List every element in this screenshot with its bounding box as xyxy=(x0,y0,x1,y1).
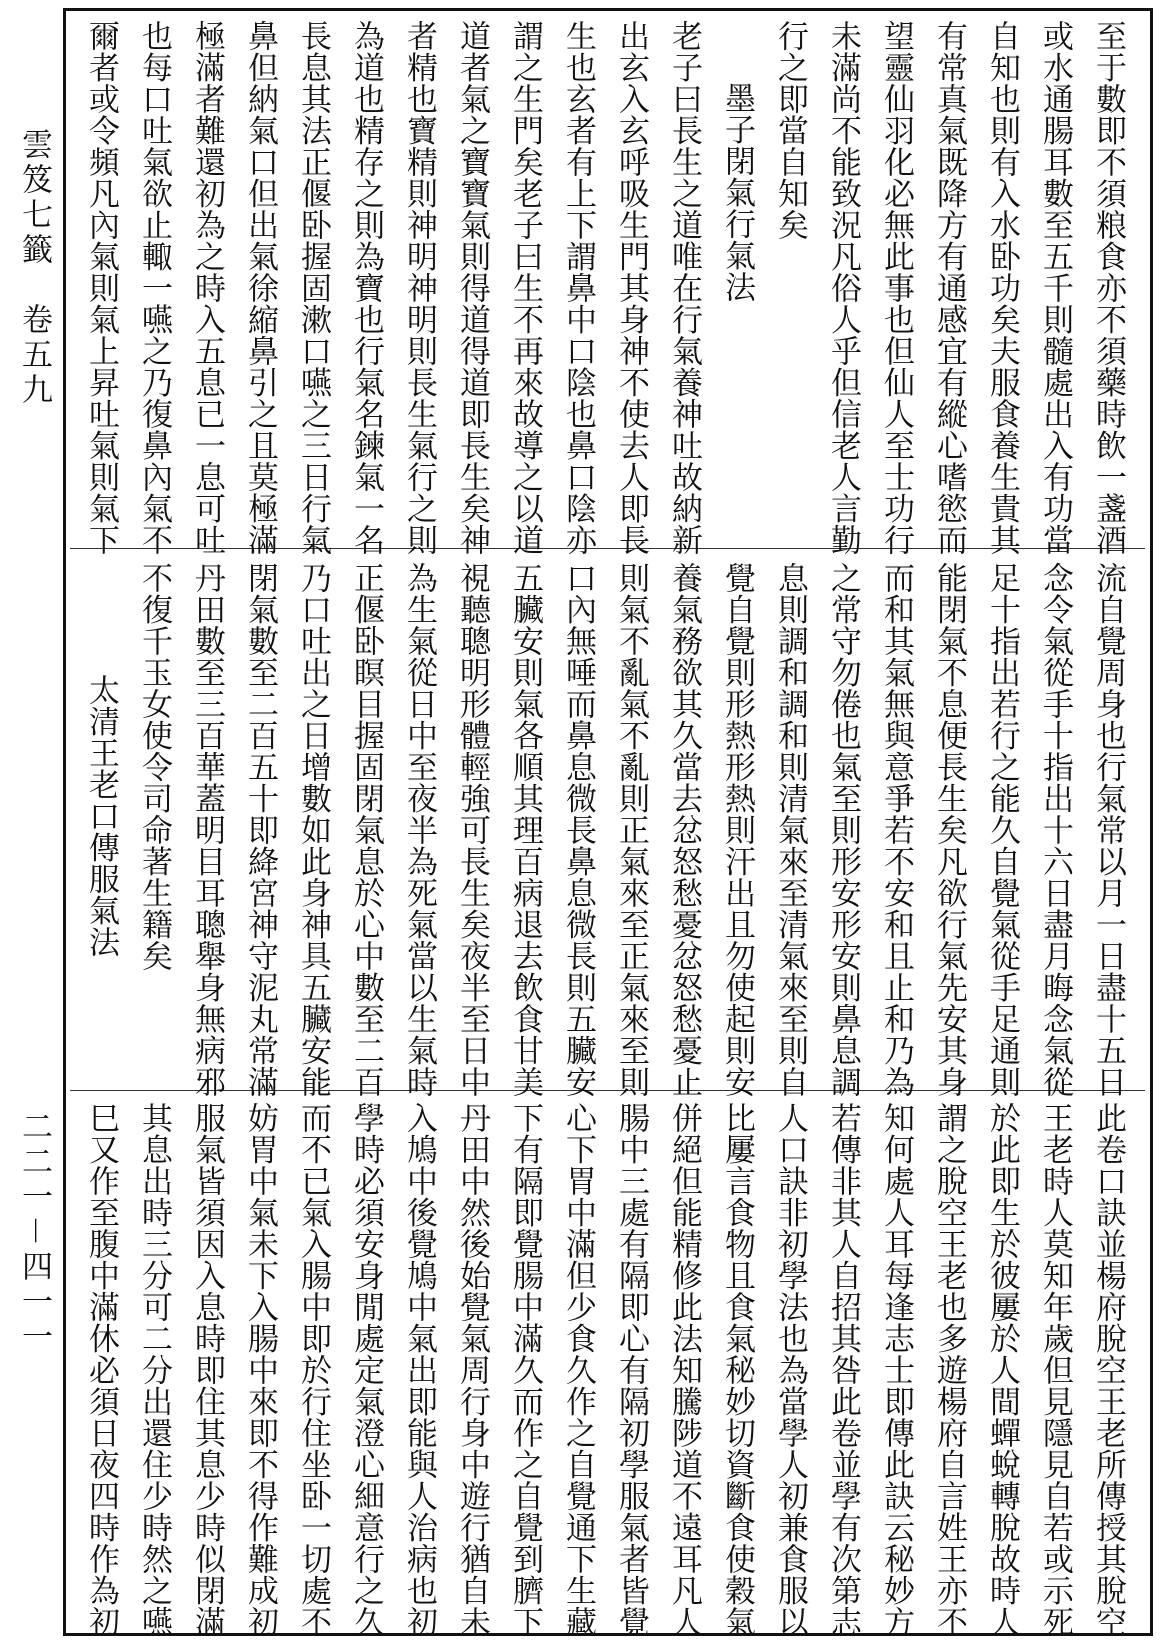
register-bottom xyxy=(70,1102,1145,1638)
text-column: 道者氣之寶寶氣則得道得道即長生矣神 xyxy=(454,20,490,556)
text-column: 而和其氣無與意爭若不安和且止和乃為 xyxy=(878,562,914,1098)
text-column: 自知也則有入水卧功矣夫服食養生貴其 xyxy=(984,20,1020,556)
text-column: 養氣務欲其久當去忿怒愁憂忿怒愁憂止 xyxy=(666,562,702,1098)
text-column: 之常守勿倦也氣至則形安形安則鼻息調 xyxy=(825,562,861,1098)
text-column: 心下胃中滿但少食久作之自覺通下生藏 xyxy=(560,1102,596,1638)
register-top xyxy=(70,20,1145,556)
text-column: 為道也精存之則為寶也行氣名鍊氣一名 xyxy=(348,20,384,556)
text-column: 長息其法正偃卧握固漱口嚥之三日行氣 xyxy=(295,20,331,556)
text-column: 鼻但納氣口但出氣徐縮鼻引之且莫極滿 xyxy=(242,20,278,556)
text-column: 下有隔即覺腸中滿久而作之自覺到臍下 xyxy=(507,1102,543,1638)
text-column: 五臟安則氣各順其理百病退去飲食甘美 xyxy=(507,562,543,1098)
text-column: 服氣皆須因入息時即住其息少時似閉滿 xyxy=(189,1102,225,1638)
text-column: 則氣不亂氣不亂則正氣來至正氣來至則 xyxy=(613,562,649,1098)
text-column: 比屢言食物且食氣秘妙切資斷食使穀氣 xyxy=(719,1102,755,1638)
text-column: 併絕但能精修此法知騰陟道不遠耳凡人 xyxy=(666,1102,702,1638)
text-column: 老子曰長生之道唯在行氣養神吐故納新 xyxy=(666,20,702,556)
text-column: 息則調和調和則清氣來至清氣來至則自 xyxy=(772,562,808,1098)
text-column: 正偃卧瞑目握固閉氣息於心中數至二百 xyxy=(348,562,384,1098)
register-middle xyxy=(70,562,1145,1098)
text-column: 極滿者難還初為之時入五息已一息可吐 xyxy=(189,20,225,556)
text-column: 未滿尚不能致況凡俗人乎但信老人言勤 xyxy=(825,20,861,556)
text-column: 也每口吐氣欲止輙一嚥之乃復鼻內氣不 xyxy=(136,20,172,556)
text-column: 口內無唾而鼻息微長鼻息微長則五臟安 xyxy=(560,562,596,1098)
text-column: 出玄入玄呼吸生門其身神不使去人即長 xyxy=(613,20,649,556)
text-column: 王老時人莫知年歲但見隱見自若或示死 xyxy=(1037,1102,1073,1638)
text-column: 若傳非其人自招其咎此卷並學有次第志 xyxy=(825,1102,861,1638)
text-column: 其息出時三分可二分出還住少時然之嚥 xyxy=(136,1102,172,1638)
text-column: 入鳩中後覺鳩中氣出即能與人治病也初 xyxy=(401,1102,437,1638)
text-column: 或水通腸耳數至五千則髓處出入有功當 xyxy=(1037,20,1073,556)
text-column: 有常真氣既降方有通感宜有縱心嗜慾而 xyxy=(931,20,967,556)
text-column: 為生氣從日中至夜半為死氣當以生氣時 xyxy=(401,562,437,1098)
text-column: 者精也寶精則神明神明則長生氣行之則 xyxy=(401,20,437,556)
text-column: 謂之脫空王老也多遊楊府自言姓王亦不 xyxy=(931,1102,967,1638)
text-column: 不復千玉女使令司命著生籍矣 xyxy=(136,562,172,972)
text-column: 人口訣非初學法也為當學人初兼食服以 xyxy=(772,1102,808,1638)
text-column: 望靈仙羽化必無此事也但仙人至士功行 xyxy=(878,20,914,556)
text-column: 此卷口訣並楊府脫空王老所傳授其脫空 xyxy=(1090,1102,1126,1638)
text-column: 謂之生門矣老子曰生不再來故導之以道 xyxy=(507,20,543,556)
text-column: 丹田數至三百華蓋明目耳聰舉身無病邪 xyxy=(189,562,225,1098)
text-column: 行之即當自知矣 xyxy=(772,20,808,241)
text-column: 爾者或令頻凡內氣則氣上昇吐氣則氣下 xyxy=(83,20,119,556)
text-column: 於此即生於彼屢於人間蟬蛻轉脫故時人 xyxy=(984,1102,1020,1638)
text-column: 學時必須安身閒處定氣澄心細意行之久 xyxy=(348,1102,384,1638)
text-column: 流自覺周身也行氣常以月一日盡十五日 xyxy=(1090,562,1126,1098)
text-column: 乃口吐出之日增數如此身神具五臟安能 xyxy=(295,562,331,1098)
text-column: 念令氣從手十指出十六日盡月晦念氣從 xyxy=(1037,562,1073,1098)
text-column: 巳又作至腹中滿休必須日夜四時作為初 xyxy=(83,1102,119,1638)
margin-title: 雲笈七籤 卷五九 xyxy=(16,128,52,408)
text-column: 知何處人耳每逢志士即傳此訣云秘妙方 xyxy=(878,1102,914,1638)
text-column: 妨胃中氣未下入腸中來即不得作難成初 xyxy=(242,1102,278,1638)
text-column: 丹田中然後始覺氣周行身中遊行猶自未 xyxy=(454,1102,490,1638)
text-column: 能閉氣不息便長生矣凡欲行氣先安其身 xyxy=(931,562,967,1098)
text-column: 而不已氣入腸中即於行住坐卧一切處不 xyxy=(295,1102,331,1638)
text-column: 至于數即不須粮食亦不須藥時飲一盞酒 xyxy=(1090,20,1126,556)
section-heading: 墨子閉氣行氣法 xyxy=(719,82,755,303)
margin-page-number: 二二一－四一一 xyxy=(16,1110,52,1355)
section-heading: 太清王老口傳服氣法 xyxy=(83,674,119,958)
text-column: 覺自覺則形熱形熱則汗出且勿使起則安 xyxy=(719,562,755,1098)
text-column: 視聽聰明形體輕強可長生矣夜半至日中 xyxy=(454,562,490,1098)
text-column: 足十指出若行之能久自覺氣從手足通則 xyxy=(984,562,1020,1098)
text-column: 腸中三處有隔即心有隔初學服氣者皆覺 xyxy=(613,1102,649,1638)
text-column: 閉氣數至二百五十即絳宮神守泥丸常滿 xyxy=(242,562,278,1098)
text-column: 生也玄者有上下謂鼻中口陰也鼻口陰亦 xyxy=(560,20,596,556)
